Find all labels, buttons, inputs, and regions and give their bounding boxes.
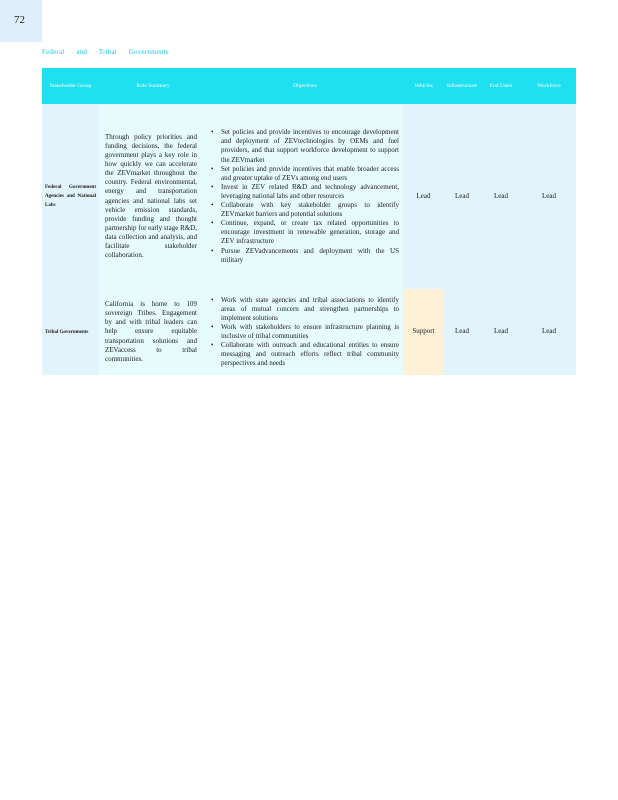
stakeholder-group-cell [42,289,99,375]
table-row [42,104,576,289]
objectives-cell [207,289,403,375]
header-stakeholder-group: Stakeholder Group [42,68,99,104]
workforce-value: Lead [542,327,556,336]
stakeholder-group-cell [42,104,99,289]
objectives-list [207,125,403,267]
vehicles-value: Lead [416,191,431,200]
role-summary-cell [99,104,207,289]
section-title-word: Tribal [98,48,117,56]
end-users-cell [480,289,522,375]
workforce-cell [522,104,576,289]
vehicles-value: Support [412,327,435,336]
infrastructure-cell [444,104,480,289]
header-workforce: Workforce [522,68,576,104]
workforce-value: Lead [542,191,556,200]
objectives-cell [207,104,403,289]
role-summary-text: Through policy priorities and funding decisions, the federal government plays a key role in how quickly we can accelerate the ZEVmarket throughout the country. Federal environmental, energy and transportation agencies and national labs set vehicle emission standards, provide funding and thought partnership for early stage R&D, data collection and analysis, and facilitate stakeholder collaboration. [105,132,197,260]
header-objectives: Objectives [207,68,403,104]
section-title-word: and [76,48,88,56]
section-title [42,48,179,56]
header-end-users: End Users [480,68,522,104]
section-title-word: Governments [128,48,169,56]
objective-item: • Work with state agencies and tribal associations to identify areas of mutual concern and strengthen partnerships to implement solutions [221,296,399,323]
objective-item: • Set policies and provide incentives that enable broader access and greater uptake of ZEVs among end users [221,165,399,183]
header-vehicles: Vehicles [403,68,444,104]
objective-item: • Collaborate with key stakeholder groups to identify ZEVmarket barriers and potential solutions [221,201,399,219]
header-role-summary: Role Summary [99,68,207,104]
objective-item: • Set policies and provide incentives to encourage development and deployment of ZEVtechnologies by OEMs and fuel providers, and that support workforce development to support the ZEVmarket [221,128,399,164]
vehicles-cell [403,289,444,375]
page-number-box [0,0,42,42]
objectives-list [207,293,403,372]
stakeholder-table [42,68,576,375]
end-users-cell [480,104,522,289]
role-summary-text: California is home to 109 sovereign Tribes. Engagement by and with tribal leaders can help ensure equitable transportation solutions and ZEVaccess to tribal communities. [105,300,197,363]
objective-item: • Work with stakeholders to ensure infrastructure planning is inclusive of tribal communities [221,323,399,341]
end-users-value: Lead [494,191,508,200]
vehicles-cell [403,104,444,289]
stakeholder-group-label: Federal Government Agencies and National Labs [45,185,96,208]
infrastructure-value: Lead [455,327,469,336]
end-users-value: Lead [494,327,508,336]
infrastructure-cell [444,289,480,375]
objective-item: • Continue, expand, or create tax related opportunities to encourage investment in renewable generation, storage and ZEV infrastructure [221,219,399,246]
table-header-row [42,68,576,104]
infrastructure-value: Lead [455,191,469,200]
page-number: 72 [14,14,25,26]
workforce-cell [522,289,576,375]
table-row [42,289,576,375]
role-summary-cell [99,289,207,375]
header-infrastructure: Infrastructure [444,68,480,104]
objective-item: • Pursue ZEVadvancements and deployment with the US military [221,247,399,265]
objective-item: • Collaborate with outreach and educational entities to ensure messaging and outreach efforts reflect tribal community perspectives and needs [221,341,399,368]
objective-item: • Invest in ZEV related R&D and technology advancement, leveraging national labs and other resources [221,183,399,201]
stakeholder-group-label: Tribal Governments [45,329,89,335]
section-title-word: Federal [42,48,65,56]
